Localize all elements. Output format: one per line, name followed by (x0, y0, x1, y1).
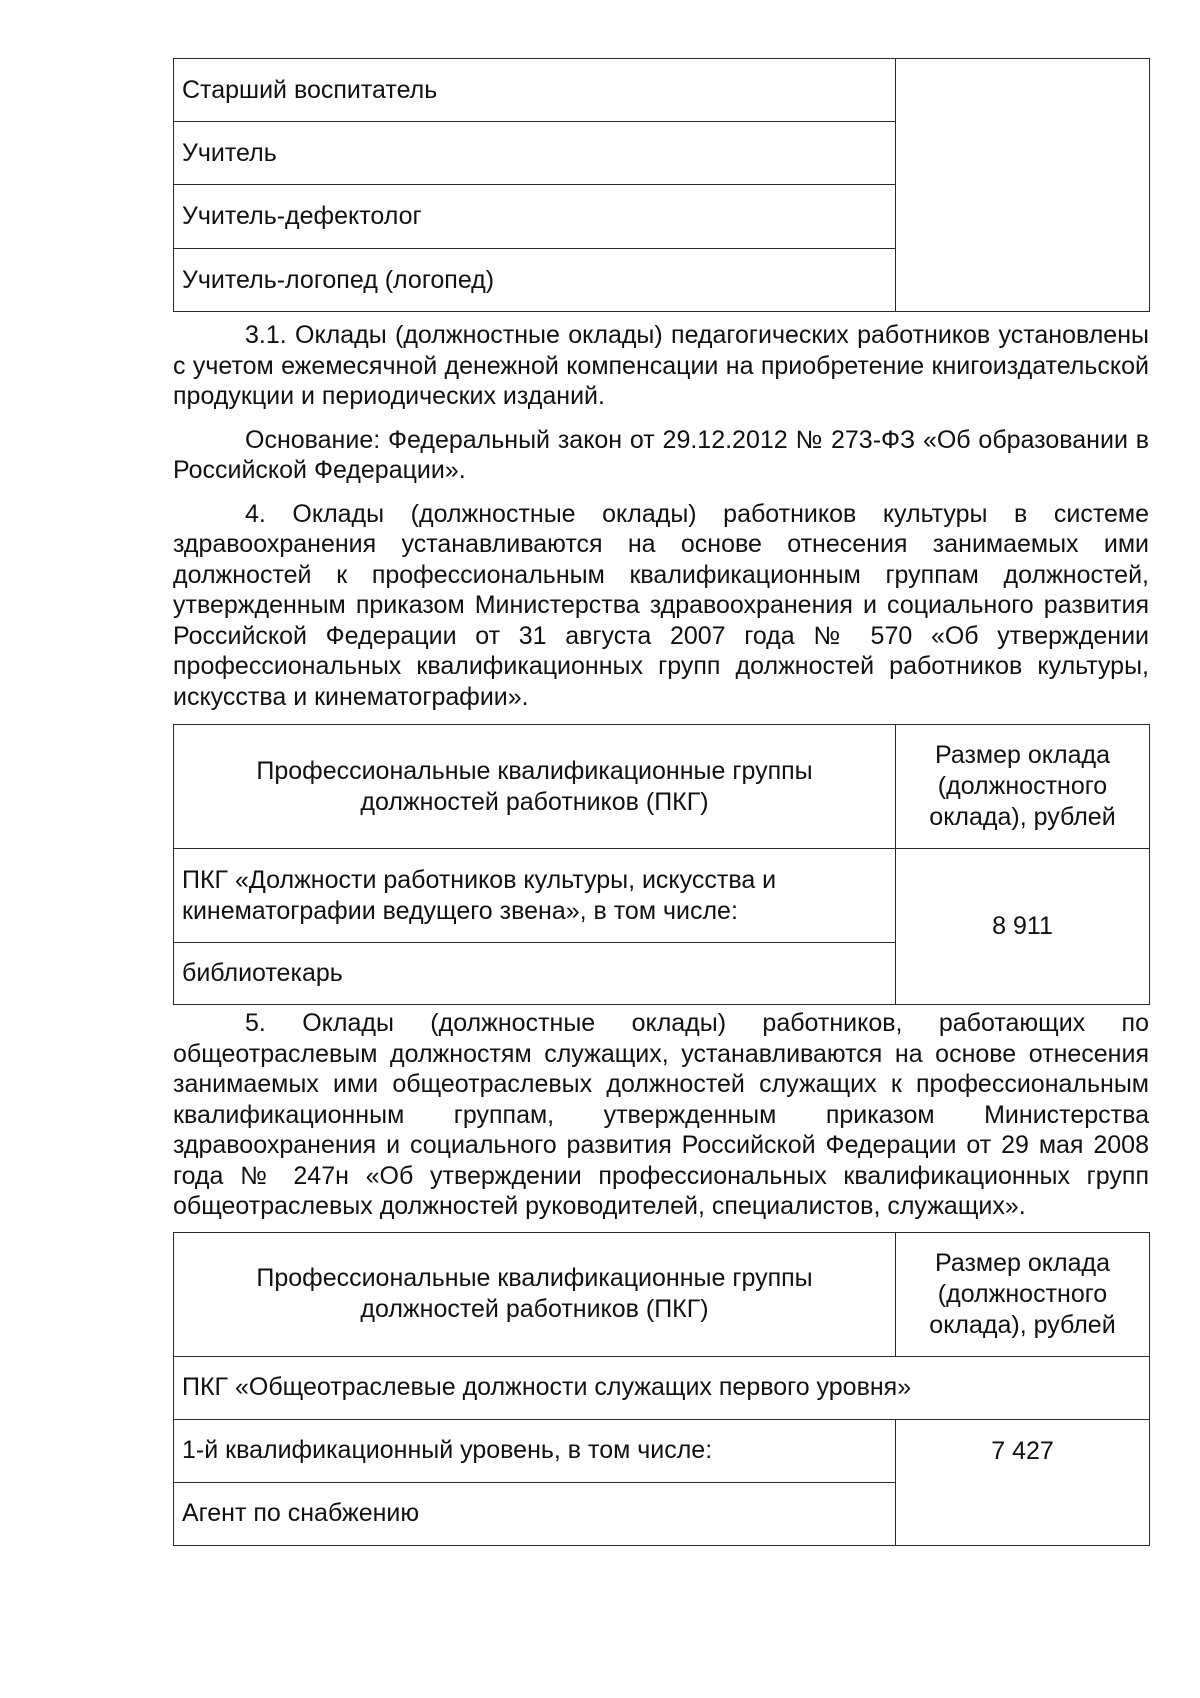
table-culture-workers (173, 724, 1150, 1005)
table-cell-position: Учитель-логопед (логопед) (174, 249, 896, 312)
table-header-salary: Размер оклада (должностного оклада), рублей (896, 1232, 1150, 1356)
table-cell-position: Учитель-дефектолог (174, 185, 896, 249)
paragraph-basis: Основание: Федеральный закон от 29.12.2012 № 273-ФЗ «Об образовании в Российской Федерации». (173, 425, 1149, 484)
table-general-positions (173, 1232, 1150, 1546)
paragraph-5: 5. Оклады (должностные оклады) работников, работающих по общеотраслевым должностям служащих, устанавливаются на основе отнесения занимаемых ими общеотраслевых должностей служащих к профессиональным квалификационным группам, утвержденным приказом Министерства здравоохранения и социального развития Российской Федерации от 29 мая 2008 года № 247н «Об утверждении профессиональных квалификационных групп общеотраслевых должностей руководителей, специалистов, служащих». (173, 1009, 1149, 1220)
paragraph-3-1: 3.1. Оклады (должностные оклады) педагогических работников установлены с учетом ежемесячной денежной компенсации на приобретение книгоиздательской продукции и периодических изданий. (173, 321, 1149, 410)
table-cell-position: Старший воспитатель (174, 59, 896, 122)
table-row (174, 1356, 1150, 1419)
table-cell-salary (896, 59, 1150, 312)
table-cell-group: ПКГ «Должности работников культуры, искусства и кинематографии ведущего звена», в том числе: (174, 849, 896, 943)
table-cell-salary: 7 427 (896, 1419, 1150, 1545)
table-row (174, 849, 1150, 943)
table-row (174, 59, 1150, 122)
table-header-row (174, 725, 1150, 849)
table-header-row (174, 1232, 1150, 1356)
table-header-group: Профессиональные квалификационные группы должностей работников (ПКГ) (174, 1232, 896, 1356)
table-cell-position: Агент по снабжению (174, 1482, 896, 1545)
table-header-group: Профессиональные квалификационные группы должностей работников (ПКГ) (174, 725, 896, 849)
table-header-salary: Размер оклада (должностного оклада), рублей (896, 725, 1150, 849)
table-pedagogical-positions (173, 58, 1150, 312)
table-cell-position: Учитель (174, 122, 896, 185)
paragraph-4: 4. Оклады (должностные оклады) работников культуры в системе здравоохранения устанавливаются на основе отнесения занимаемых ими должностей к профессиональным квалификационным группам должностей, утвержденным приказом Министерства здравоохранения и социального развития Российской Федерации от 31 августа 2007 года № 570 «Об утверждении профессиональных квалификационных групп должностей работников культуры, искусства и кинематографии». (173, 499, 1149, 711)
table-cell-position: библиотекарь (174, 943, 896, 1005)
table-cell-group-title: ПКГ «Общеотраслевые должности служащих первого уровня» (174, 1356, 1150, 1419)
table-row (174, 1419, 1150, 1482)
table-cell-salary: 8 911 (896, 849, 1150, 1005)
document-body (173, 58, 1149, 1546)
table-cell-level: 1-й квалификационный уровень, в том числе: (174, 1419, 896, 1482)
